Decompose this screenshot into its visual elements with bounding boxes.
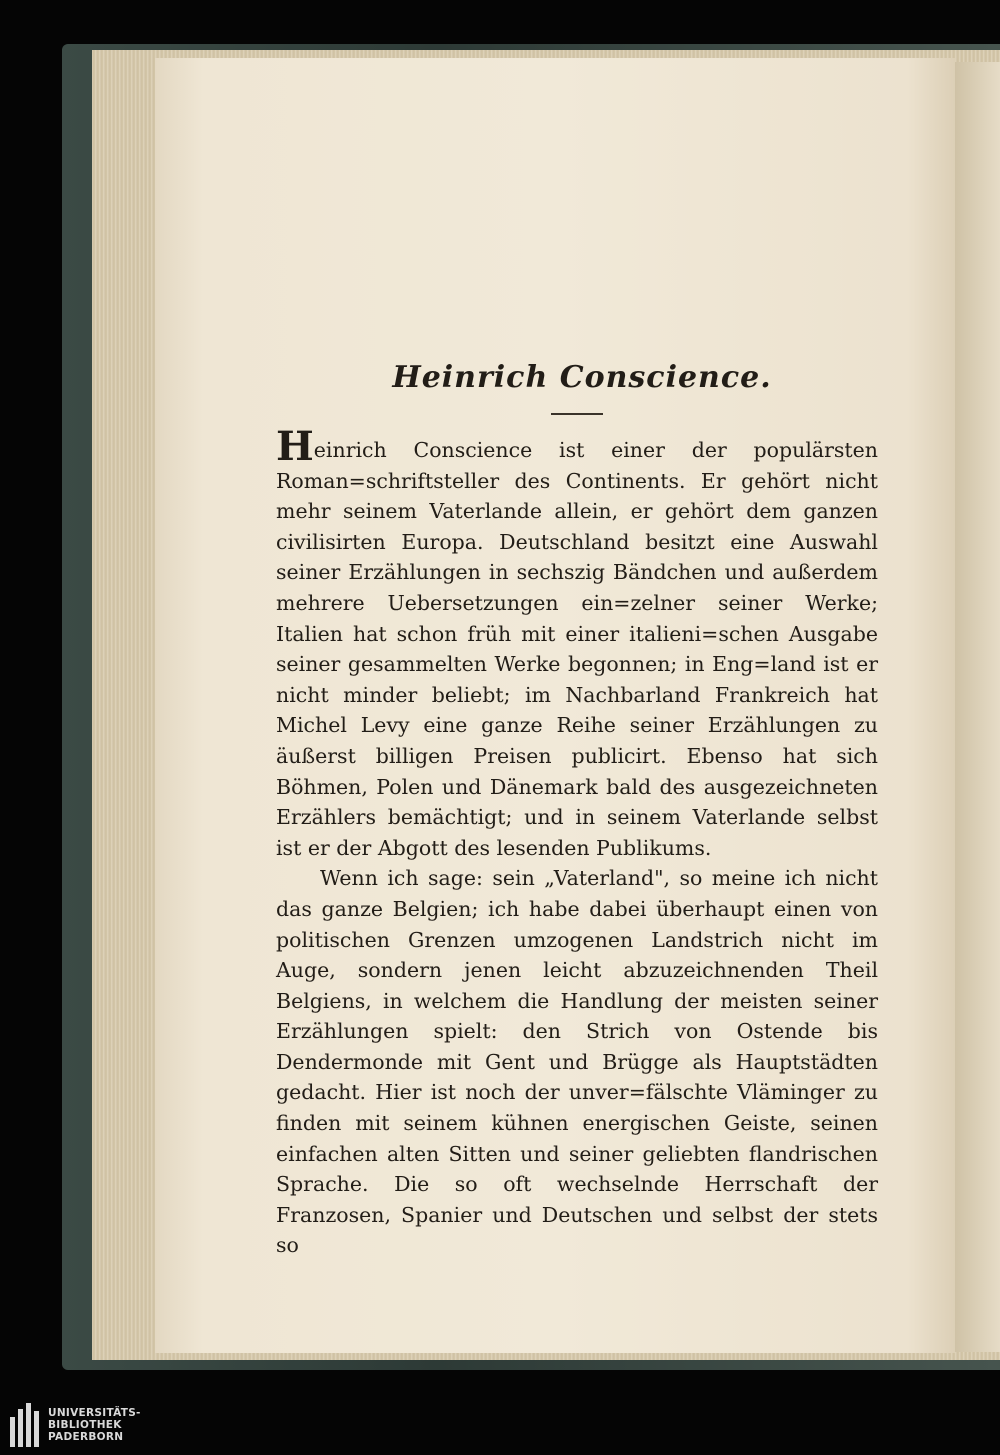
page-content bbox=[276, 360, 878, 1261]
paragraph-2: Wenn ich sage: sein „Vaterland", so meine ich nicht das ganze Belgien; ich habe dabei überhaupt einen von politischen Grenzen umzogenen Landstrich nicht im Auge, sondern jenen leicht abzuzeichnenden Theil Belgiens, in welchem die Handlung der meisten seiner Erzählungen spielt: den Strich von Ostende bis Dendermonde mit Gent und Brügge als Hauptstädten gedacht. Hier ist noch der unver=fälschte Vläminger zu finden mit seinem kühnen energischen Geiste, seinen einfachen alten Sitten und seiner geliebten flandrischen Sprache. Die so oft wechselnde Herrschaft der Franzosen, Spanier und Deutschen und selbst der stets so bbox=[276, 866, 878, 1258]
library-logo bbox=[8, 1401, 148, 1449]
library-logo-text: UNIVERSITÄTS- BIBLIOTHEK PADERBORN bbox=[48, 1407, 141, 1443]
paragraph-1-text: einrich Conscience ist einer der populärsten Roman=schriftsteller des Continents. Er gehört nicht mehr seinem Vaterlande allein, er gehört dem ganzen civilisirten Europa. Deutschland besitzt eine Auswahl seiner Erzählungen in sechszig Bändchen und außerdem mehrere Uebersetzungen ein=zelner seiner Werke; Italien hat schon früh mit einer italieni=schen Ausgabe seiner gesammelten Werke begonnen; in Eng=land ist er nicht minder beliebt; im Nachbarland Frankreich hat Michel Levy eine ganze Reihe seiner Erzählungen zu äußerst billigen Preisen publicirt. Ebenso hat sich Böhmen, Polen und Dänemark bald des ausgezeichneten Erzählers bemächtigt; und in seinem Vaterlande selbst ist er der Abgott des lesenden Publikums. bbox=[276, 438, 878, 860]
body-text bbox=[276, 423, 878, 1261]
dropcap: H bbox=[276, 423, 314, 470]
facing-page-edge bbox=[955, 62, 1000, 1352]
chapter-title: Heinrich Conscience. bbox=[392, 360, 772, 395]
title-rule bbox=[551, 413, 603, 415]
library-logo-icon bbox=[8, 1403, 48, 1447]
paragraph-1 bbox=[276, 423, 878, 863]
